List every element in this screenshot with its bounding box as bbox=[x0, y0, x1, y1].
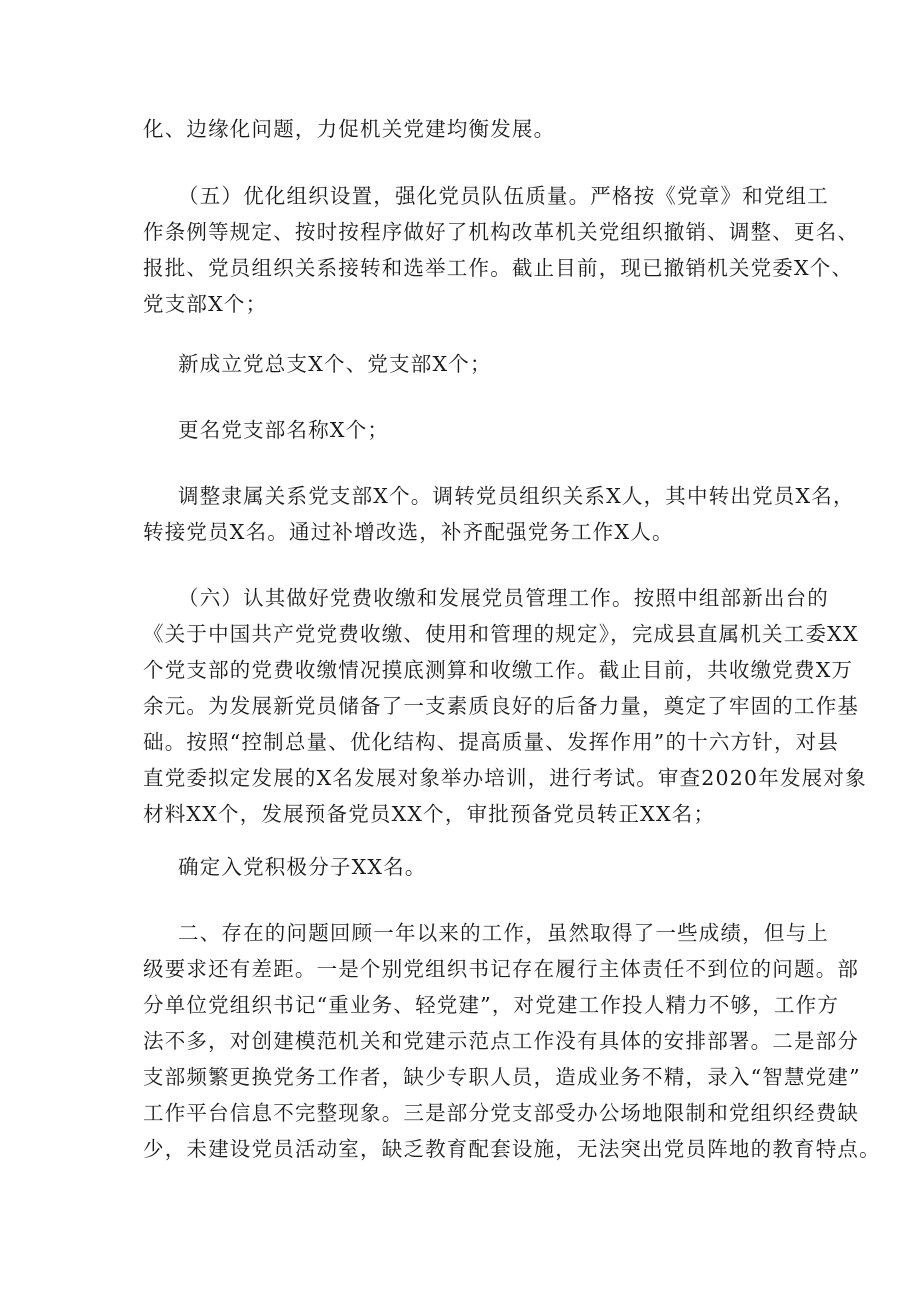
text-line: 余元。为发展新党员储备了一支素质良好的后备力量，奠定了牢固的工作基 bbox=[143, 694, 860, 718]
text-line: 分单位党组织书记“重业务、轻党建”，对党建工作投人精力不够，工作方 bbox=[143, 993, 840, 1017]
paragraph-section-problems bbox=[143, 915, 881, 1167]
paragraph-adjustments bbox=[143, 478, 855, 550]
text-line: 确定入党积极分子XX名。 bbox=[178, 855, 427, 879]
paragraph-new-branches bbox=[143, 346, 795, 382]
paragraph-continuation bbox=[143, 111, 795, 147]
text-line: 支部频繁更换党务工作者，缺少专职人员，造成业务不精，录入“智慧党建” bbox=[143, 1065, 861, 1089]
text-line: 更名党支部名称X个； bbox=[178, 418, 390, 442]
text-line: 直党委拟定发展的X名发展对象举办培训，进行考试。审查2020年发展对象 bbox=[143, 766, 867, 790]
text-line: 个党支部的党费收缴情况摸底测算和收缴工作。截止目前，共收缴党费X万 bbox=[143, 658, 854, 682]
text-line: 级要求还有差距。一是个别党组织书记存在履行主体责任不到位的问题。部 bbox=[143, 957, 860, 981]
text-line: 作条例等规定、按时按程序做好了机构改革机关党组织撤销、调整、更名、 bbox=[143, 220, 860, 244]
paragraph-section-six bbox=[143, 580, 867, 832]
text-line: 《关于中国共产党党费收缴、使用和管理的规定》，完成县直属机关工委XX bbox=[143, 622, 859, 646]
text-line: 调整隶属关系党支部X个。调转党员组织关系X人，其中转出党员X名， bbox=[178, 484, 855, 508]
text-line: （六）认其做好党费收缴和发展党员管理工作。按照中组部新出台的 bbox=[178, 586, 829, 610]
text-line: （五）优化组织设置，强化党员队伍质量。严格按《党章》和党组工 bbox=[178, 184, 829, 208]
text-line: 转接党员X名。通过补增改选，补齐配强党务工作X人。 bbox=[143, 520, 674, 544]
text-line: 化、边缘化问题，力促机关党建均衡发展。 bbox=[143, 117, 556, 141]
text-line: 二、存在的问题回顾一年以来的工作，虽然取得了一些成绩，但与上 bbox=[178, 921, 829, 945]
paragraph-activists bbox=[143, 849, 795, 885]
text-line: 础。按照“控制总量、优化结构、提高质量、发挥作用”的十六方针，对县 bbox=[143, 730, 840, 754]
paragraph-renamed-branches bbox=[143, 412, 795, 448]
paragraph-section-five bbox=[143, 178, 860, 322]
text-line: 党支部X个； bbox=[143, 292, 268, 316]
text-line: 报批、党员组织关系接转和选举工作。截止目前，现已撤销机关党委X个、 bbox=[143, 256, 854, 280]
text-line: 少，未建设党员活动室，缺乏教育配套设施，无法突出党员阵地的教育特点。 bbox=[143, 1137, 881, 1161]
text-line: 材料XX个，发展预备党员XX个，审批预备党员转正XX名； bbox=[143, 802, 716, 826]
text-line: 工作平台信息不完整现象。三是部分党支部受办公场地限制和党组织经费缺 bbox=[143, 1101, 860, 1125]
text-line: 法不多，对创建模范机关和党建示范点工作没有具体的安排部署。二是部分 bbox=[143, 1029, 860, 1053]
text-line: 新成立党总支X个、党支部X个； bbox=[178, 352, 492, 376]
